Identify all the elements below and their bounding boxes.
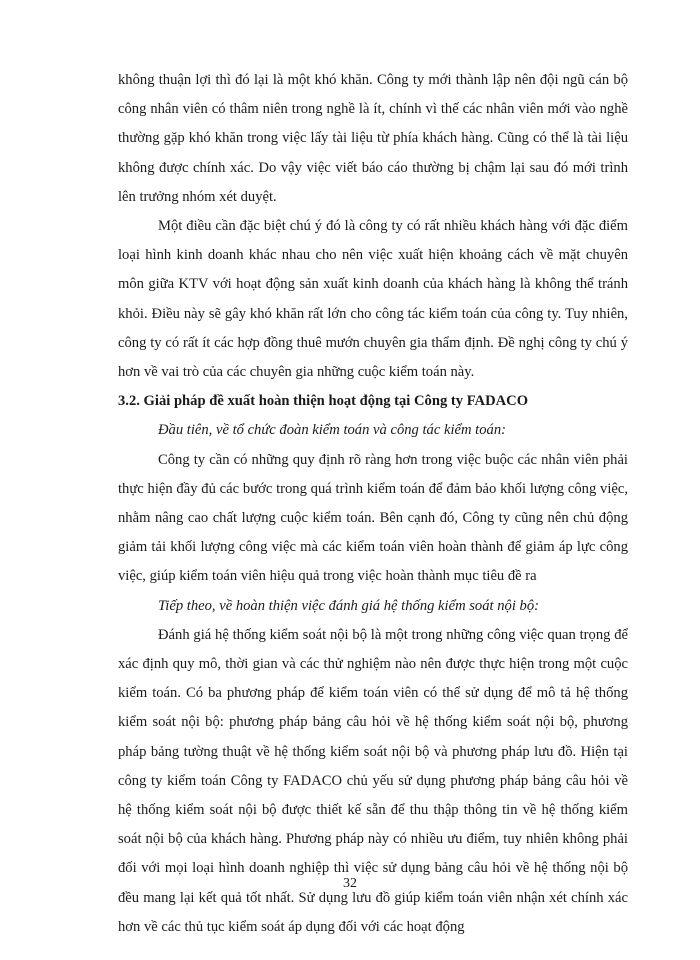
paragraph-continuation: không thuận lợi thì đó lại là một khó khăn. Công ty mới thành lập nên đội ngũ cán bộ công nhân viên có thâm niên trong nghề là ít, chính vì thế các nhân viên mới vào nghề thường gặp khó khăn trong việc lấy tài liệu từ phía khách hàng. Cũng có thể là tài liệu không được chính xác. Do vậy việc viết báo cáo thường bị chậm lại sau đó mới trình lên trưởng nhóm xét duyệt.	[118, 72, 628, 205]
page-body	[118, 66, 628, 942]
subsection-lead-audit-team: Đầu tiên, về tổ chức đoàn kiểm toán và công tác kiểm toán:	[158, 422, 506, 439]
page-number: 32	[343, 876, 357, 891]
subsection-lead-internal-control: Tiếp theo, về hoàn thiện việc đánh giá hệ thống kiểm soát nội bộ:	[158, 597, 539, 614]
paragraph-client-diversity: Một điều cần đặc biệt chú ý đó là công ty có rất nhiều khách hàng với đặc điểm loại hình kinh doanh khác nhau cho nên việc xuất hiện khoảng cách về mặt chuyên môn giữa KTV với hoạt động sản xuất kinh doanh của khách hàng là không thể tránh khỏi. Điều này sẽ gây khó khăn rất lớn cho công tác kiểm toán của công ty. Tuy nhiên, công ty có rất ít các hợp đồng thuê mướn chuyên gia thẩm định. Đề nghị công ty chú ý hơn về vai trò của các chuyên gia những cuộc kiểm toán này.	[118, 218, 628, 381]
paragraph-audit-team: Công ty cần có những quy định rõ ràng hơn trong việc buộc các nhân viên phải thực hiện đầy đủ các bước trong quá trình kiểm toán để đảm bảo khối lượng công việc, nhằm nâng cao chất lượng cuộc kiểm toán. Bên cạnh đó, Công ty cũng nên chủ động giảm tải khối lượng công việc mà các kiểm toán viên hoàn thành để giảm áp lực công việc, giúp kiểm toán viên hiệu quả trong việc hoàn thành mục tiêu đề ra	[118, 451, 628, 585]
section-heading: 3.2. Giải pháp đề xuất hoàn thiện hoạt động tại Công ty FADACO	[118, 393, 529, 410]
paragraph-internal-control: Đánh giá hệ thống kiểm soát nội bộ là một trong những công việc quan trọng để xác định quy mô, thời gian và các thử nghiệm nào nên được thực hiện trong một cuộc kiểm toán. Có ba phương pháp để kiểm toán viên có thể sử dụng để mô tả hệ thống kiểm soát nội bộ: phương pháp bảng câu hỏi về hệ thống kiểm soát nội bộ, phương pháp bảng tường thuật về hệ thống kiểm soát nội bộ và phương pháp lưu đồ. Hiện tại công ty kiểm toán Công ty FADACO chủ yếu sử dụng phương pháp bảng câu hỏi về hệ thống kiểm soát nội bộ được thiết kế sẵn để thu thập thông tin về hệ thống kiểm soát nội bộ của khách hàng. Phương pháp này có nhiều ưu điểm, tuy nhiên không phải đối với mọi loại hình doanh nghiệp thì việc sử dụng bảng câu hỏi về hệ thống nội bộ đều mang lại kết quả tốt nhất. Sử dụng lưu đồ giúp kiểm toán viên nhận xét chính xác hơn về các thủ tục kiểm soát áp dụng đối với các hoạt động	[118, 626, 628, 935]
